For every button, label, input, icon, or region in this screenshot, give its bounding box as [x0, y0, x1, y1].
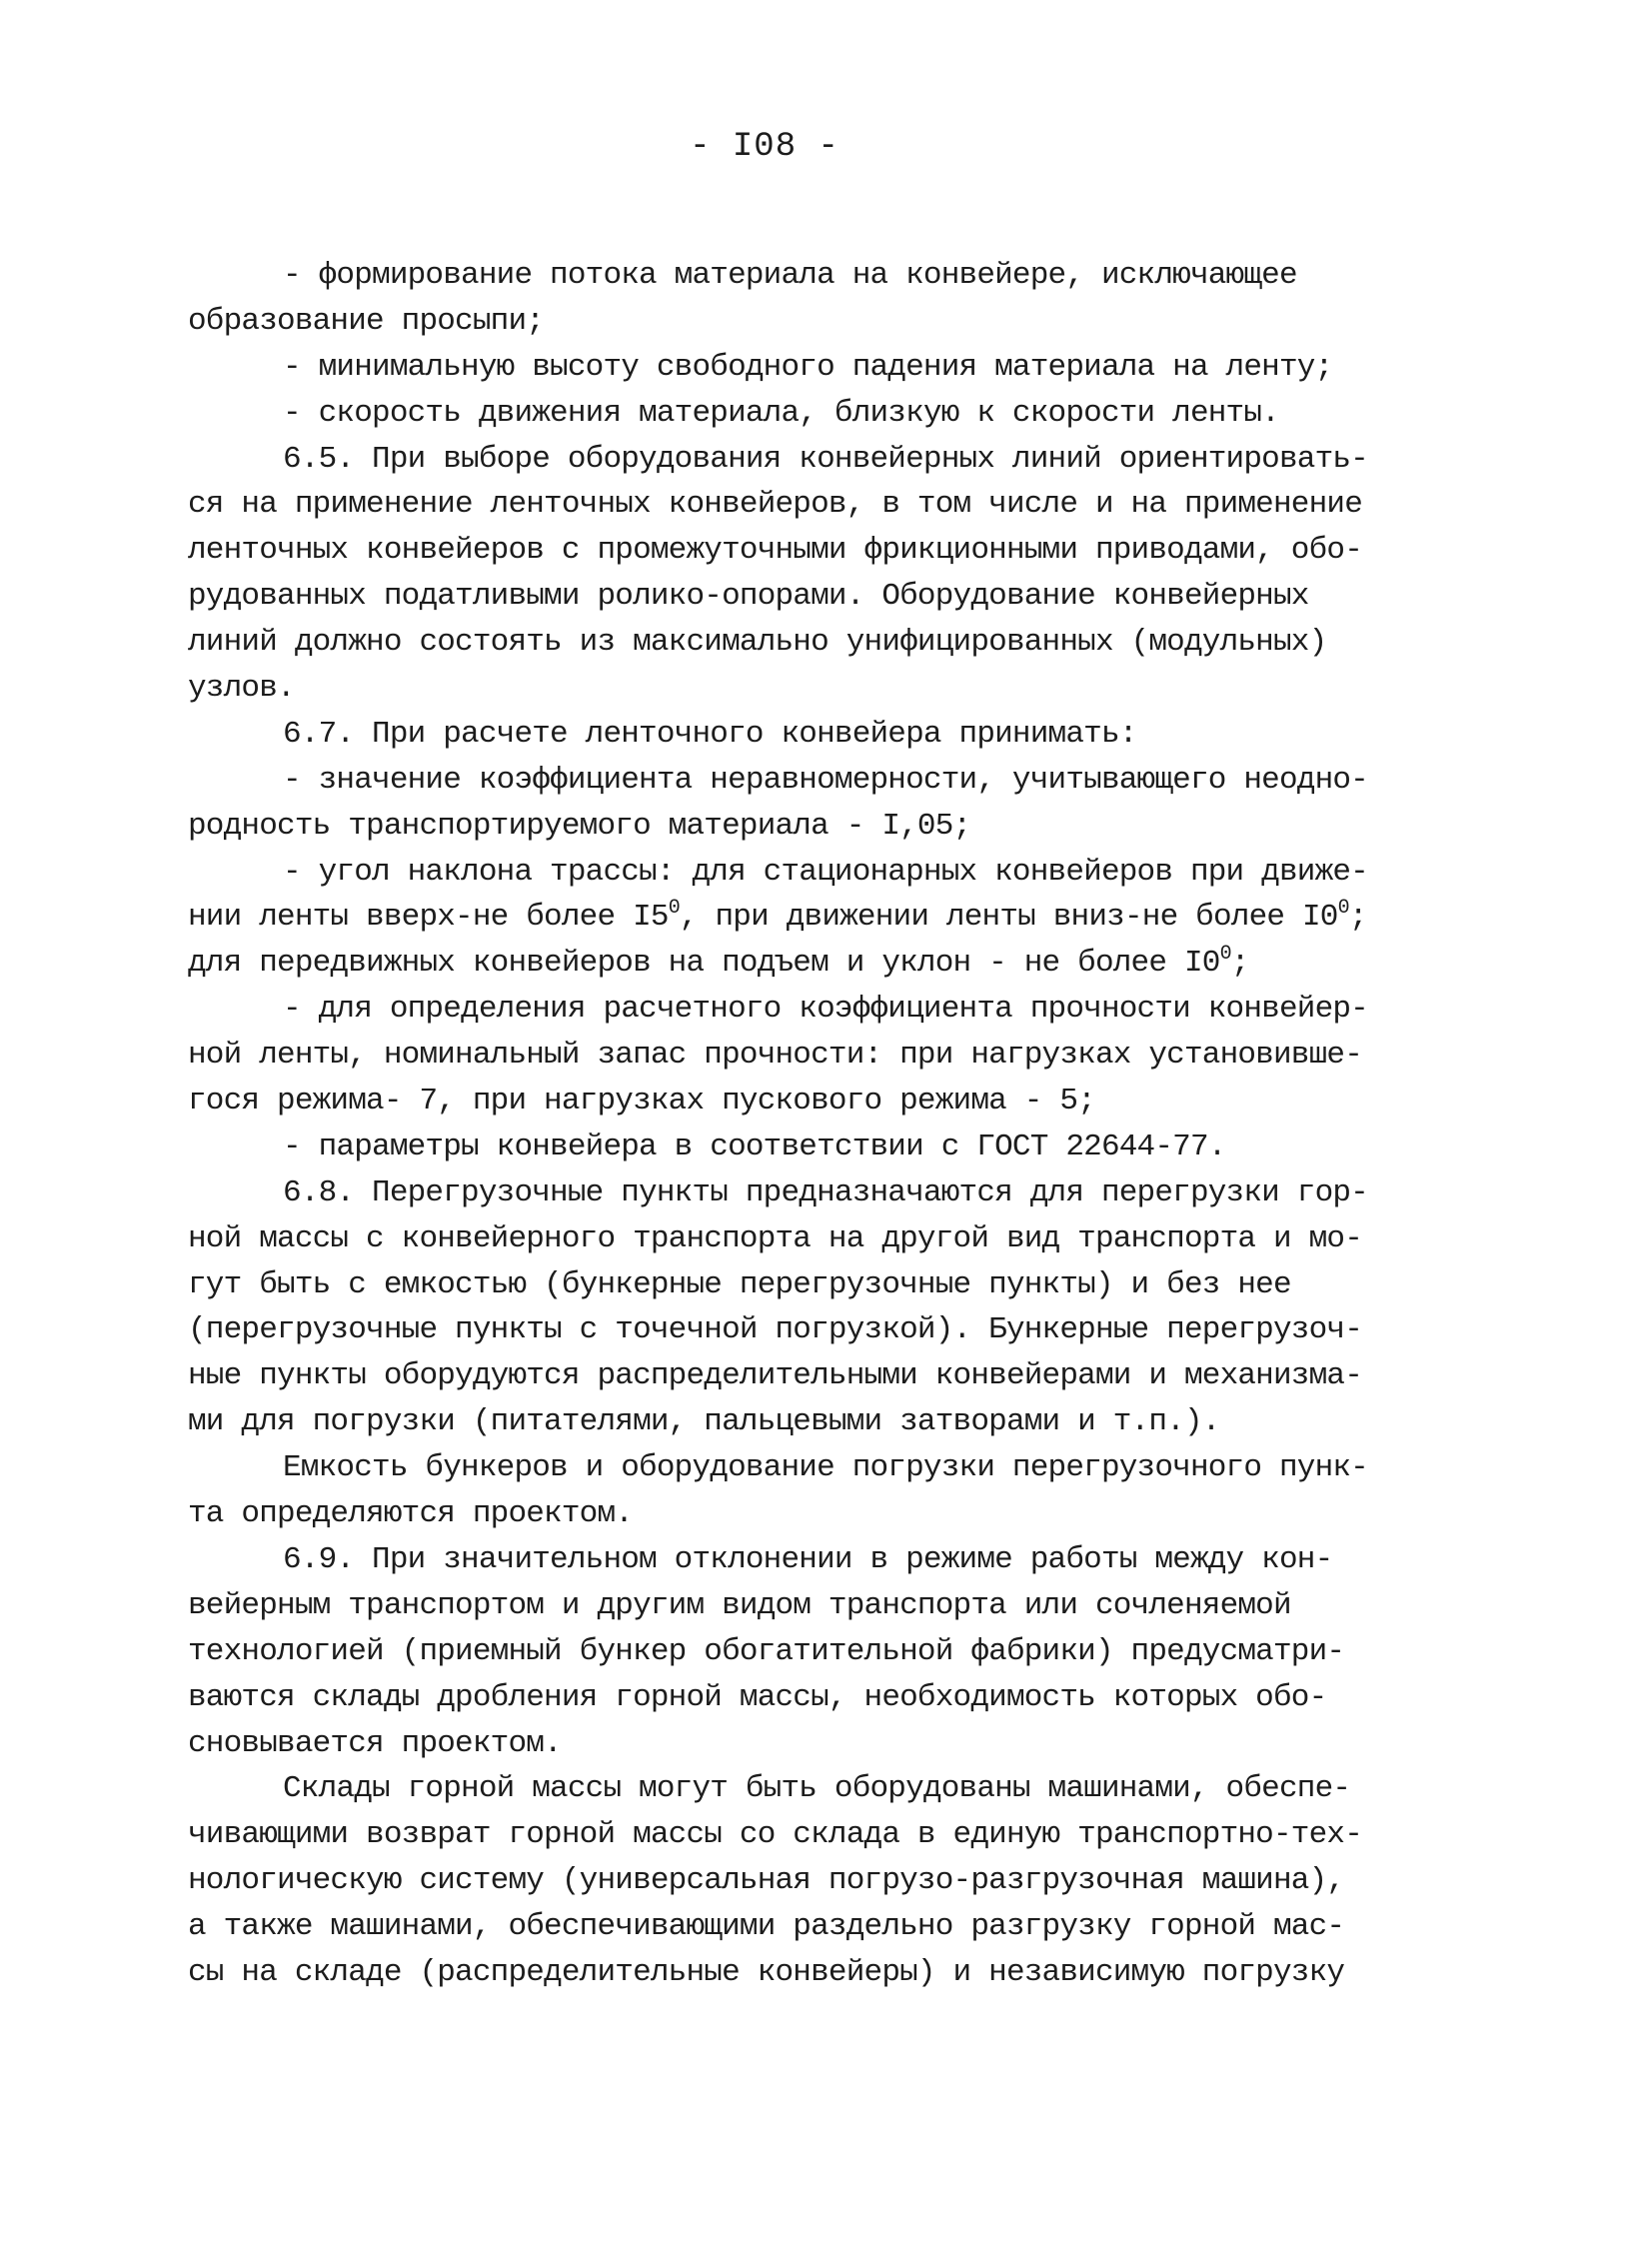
- line-text: а также машинами, обеспечивающими раздельно разгрузку горной мас-: [188, 1909, 1345, 1945]
- text-line: [188, 345, 1447, 391]
- text-line: [188, 1721, 1447, 1767]
- text-line: [188, 941, 1447, 987]
- line-text: Емкость бункеров и оборудование погрузки перегрузочного пунк-: [283, 1450, 1368, 1486]
- text-line: [188, 1079, 1447, 1124]
- text-line: [188, 712, 1447, 758]
- degree-superscript: 0: [668, 897, 680, 921]
- text-line: [188, 758, 1447, 804]
- line-text: нии ленты вверх-не более I5: [188, 900, 669, 936]
- text-line: [188, 1675, 1447, 1721]
- line-text: - угол наклона трассы: для стационарных конвейеров при движе-: [283, 854, 1368, 890]
- text-line: [188, 1583, 1447, 1629]
- line-text: линий должно состоять из максимально унифицированных (модульных): [188, 625, 1327, 661]
- line-text: 6.7. При расчете ленточного конвейера принимать:: [283, 716, 1137, 752]
- text-line: [188, 1629, 1447, 1675]
- line-text: - для определения расчетного коэффициента прочности конвейер-: [283, 992, 1368, 1028]
- line-text: ные пункты оборудуются распределительными конвейерами и механизма-: [188, 1358, 1363, 1394]
- text-line: [188, 391, 1447, 437]
- text-line: [188, 1124, 1447, 1170]
- line-text: ся на применение ленточных конвейеров, в том числе и на применение: [188, 487, 1363, 523]
- line-text: вейерным транспортом и другим видом транспорта или сочленяемой: [188, 1587, 1291, 1623]
- line-text: гут быть с емкостью (бункерные перегрузочные пункты) и без нее: [188, 1266, 1291, 1302]
- line-text: образование просыпи;: [188, 303, 545, 339]
- degree-superscript: 0: [1337, 897, 1349, 921]
- line-text: для передвижных конвейеров на подъем и уклон - не более I0: [188, 946, 1220, 982]
- text-line: [188, 1904, 1447, 1950]
- line-text: та определяются проектом.: [188, 1496, 634, 1532]
- line-text: узлов.: [188, 671, 295, 707]
- line-text: 6.9. При значительном отклонении в режиме работы между кон-: [283, 1541, 1333, 1577]
- line-text: 6.5. При выборе оборудования конвейерных линий ориентировать-: [283, 441, 1368, 477]
- line-text: чивающими возврат горной массы со склада в единую транспортно-тех-: [188, 1817, 1363, 1853]
- text-line: [188, 1216, 1447, 1262]
- line-text: технологией (приемный бункер обогатительной фабрики) предусматри-: [188, 1633, 1345, 1669]
- text-line: [188, 1445, 1447, 1491]
- text-line: [188, 299, 1447, 345]
- line-text: - формирование потока материала на конвейере, исключающее: [283, 258, 1297, 293]
- line-text: ;: [1230, 946, 1249, 982]
- text-line: [188, 850, 1447, 896]
- line-text: ленточных конвейеров с промежуточными фрикционными приводами, обо-: [188, 533, 1363, 569]
- text-line: [188, 620, 1447, 666]
- text-line: [188, 1399, 1447, 1445]
- line-text: ми для погрузки (питателями, пальцевыми затворами и т.п.).: [188, 1404, 1220, 1440]
- line-text: - параметры конвейера в соответствии с ГОСТ 22644-77.: [283, 1128, 1226, 1164]
- text-line: [188, 1950, 1447, 1996]
- text-line: [188, 1766, 1447, 1812]
- text-line: [188, 1858, 1447, 1904]
- line-text: ной ленты, номинальный запас прочности: при нагрузках установивше-: [188, 1038, 1363, 1074]
- text-line: [188, 1812, 1447, 1858]
- text-line: [188, 574, 1447, 620]
- line-text: гося режима- 7, при нагрузках пускового режима - 5;: [188, 1084, 1095, 1120]
- text-line: [188, 437, 1447, 483]
- text-line: [188, 1491, 1447, 1537]
- line-text: (перегрузочные пункты с точечной погрузкой). Бункерные перегрузоч-: [188, 1312, 1363, 1348]
- body-text: [188, 253, 1447, 1996]
- text-line: [188, 482, 1447, 528]
- text-line: [188, 895, 1447, 941]
- text-line: [188, 804, 1447, 850]
- text-line: [188, 1353, 1447, 1399]
- line-text: сновывается проектом.: [188, 1725, 562, 1761]
- line-text: - минимальную высоту свободного падения материала на ленту;: [283, 349, 1333, 385]
- line-text: сы на складе (распределительные конвейеры) и независимую погрузку: [188, 1954, 1345, 1990]
- text-line: [188, 666, 1447, 712]
- line-text: ваются склады дробления горной массы, необходимость которых обо-: [188, 1679, 1327, 1715]
- line-text: - значение коэффициента неравномерности, учитывающего неодно-: [283, 762, 1368, 798]
- line-text: ной массы с конвейерного транспорта на другой вид транспорта и мо-: [188, 1220, 1363, 1256]
- page-number: - I08 -: [690, 128, 839, 166]
- text-line: [188, 987, 1447, 1033]
- text-line: [188, 1307, 1447, 1353]
- text-line: [188, 528, 1447, 574]
- text-line: [188, 253, 1447, 299]
- line-text: , при движении ленты вниз-не более I0: [679, 900, 1338, 936]
- text-line: [188, 1033, 1447, 1079]
- line-text: родность транспортируемого материала - I,05;: [188, 808, 971, 844]
- text-line: [188, 1262, 1447, 1308]
- line-text: ;: [1348, 900, 1367, 936]
- text-line: [188, 1537, 1447, 1583]
- line-text: нологическую систему (универсальная погрузо-разгрузочная машина),: [188, 1863, 1345, 1899]
- line-text: Склады горной массы могут быть оборудованы машинами, обеспе-: [283, 1771, 1351, 1807]
- line-text: 6.8. Перегрузочные пункты предназначаются для перегрузки гор-: [283, 1174, 1368, 1210]
- degree-superscript: 0: [1219, 943, 1231, 967]
- line-text: - скорость движения материала, близкую к скорости ленты.: [283, 395, 1279, 431]
- line-text: рудованных податливыми ролико-опорами. Оборудование конвейерных: [188, 579, 1309, 615]
- text-line: [188, 1170, 1447, 1216]
